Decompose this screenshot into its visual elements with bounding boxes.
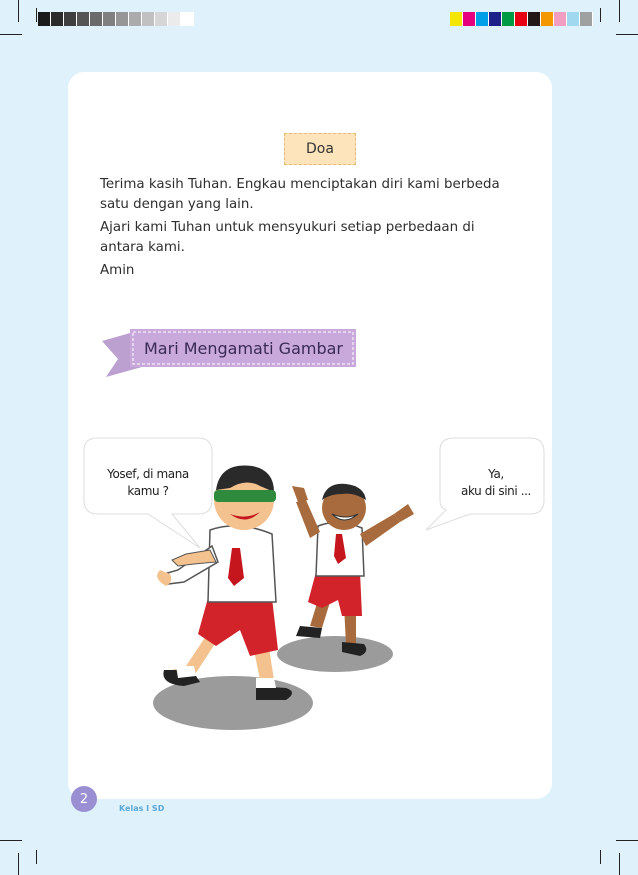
grayscale-swatch — [116, 12, 129, 26]
color-swatch — [541, 12, 554, 26]
cmyk-color-bar — [450, 12, 593, 26]
grayscale-swatch — [181, 12, 194, 26]
crop-mark — [0, 840, 22, 841]
grayscale-swatch — [129, 12, 142, 26]
right-bubble-line-2: aku di sini ... — [461, 484, 531, 498]
grayscale-swatch — [103, 12, 116, 26]
grayscale-swatch — [38, 12, 51, 26]
color-swatch — [450, 12, 463, 26]
crop-mark — [36, 8, 37, 22]
grayscale-swatch — [168, 12, 181, 26]
left-bubble-text — [84, 466, 212, 500]
prayer-line-5: Amin — [100, 263, 135, 278]
right-bubble-text — [446, 466, 546, 500]
hiding-boy — [292, 484, 414, 656]
grayscale-swatch — [77, 12, 90, 26]
crop-mark — [616, 34, 638, 35]
color-swatch — [567, 12, 580, 26]
crop-mark — [18, 853, 19, 875]
left-bubble-line-2: kamu ? — [127, 484, 169, 498]
color-swatch — [580, 12, 593, 26]
crop-mark — [36, 850, 37, 864]
doa-label: Doa — [284, 133, 356, 165]
grayscale-color-bar — [38, 12, 194, 26]
prayer-line-1: Terima kasih Tuhan. Engkau menciptakan diri kami berbeda — [100, 177, 500, 192]
crop-mark — [616, 840, 638, 841]
crop-mark — [18, 0, 19, 22]
crop-mark — [600, 8, 601, 22]
left-bubble-line-1: Yosef, di mana — [107, 467, 189, 481]
grayscale-swatch — [51, 12, 64, 26]
grayscale-swatch — [142, 12, 155, 26]
grayscale-swatch — [155, 12, 168, 26]
color-swatch — [463, 12, 476, 26]
prayer-line-4: antara kami. — [100, 240, 185, 255]
right-bubble-line-1: Ya, — [488, 467, 504, 481]
color-swatch — [554, 12, 567, 26]
crop-mark — [600, 850, 601, 864]
crop-mark — [619, 853, 620, 875]
color-swatch — [502, 12, 515, 26]
grayscale-swatch — [64, 12, 77, 26]
class-label: Kelas I SD — [119, 804, 165, 813]
page-number-badge: 2 — [71, 786, 97, 812]
crop-mark — [619, 0, 620, 22]
crop-mark — [0, 34, 22, 35]
section-title: Mari Mengamati Gambar — [144, 338, 343, 358]
prayer-line-3: Ajari kami Tuhan untuk mensyukuri setiap perbedaan di — [100, 220, 475, 235]
color-swatch — [476, 12, 489, 26]
prayer-line-2: satu dengan yang lain. — [100, 197, 254, 212]
color-swatch — [515, 12, 528, 26]
color-swatch — [489, 12, 502, 26]
color-swatch — [528, 12, 541, 26]
grayscale-swatch — [90, 12, 103, 26]
